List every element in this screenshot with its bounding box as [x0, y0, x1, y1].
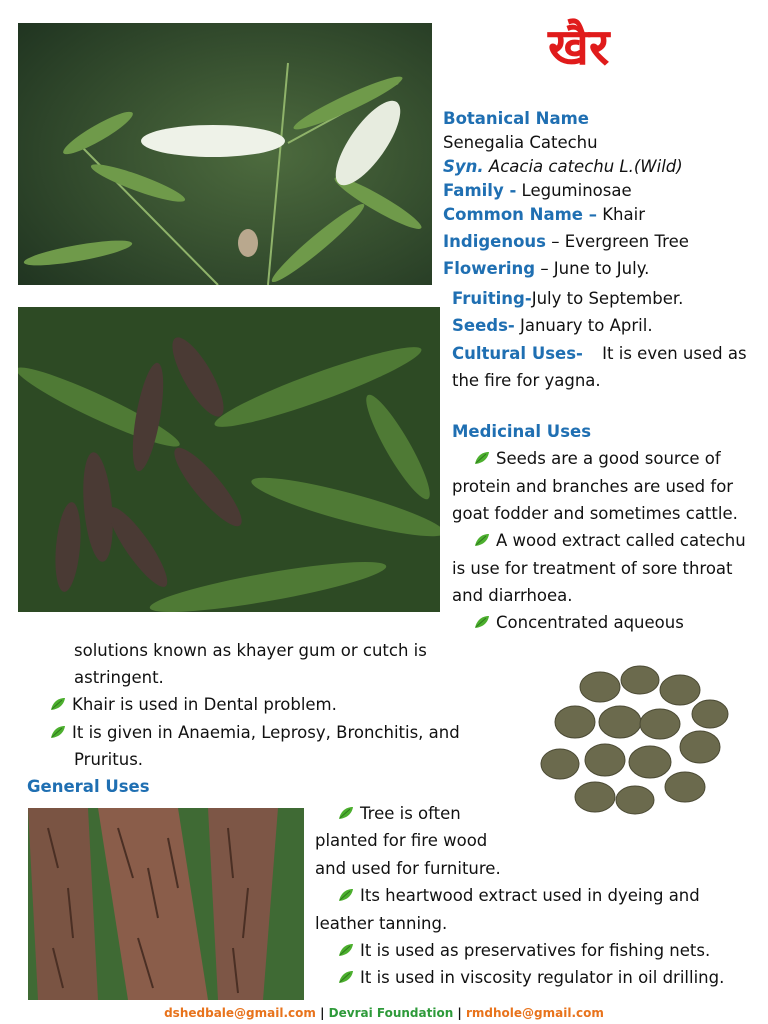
medicinal-bullet-3	[474, 611, 684, 635]
common-name-line	[443, 203, 645, 227]
general-bullet-3	[338, 939, 710, 963]
general-line: leather tanning.	[315, 914, 448, 933]
leaf-bullet-icon	[50, 697, 66, 711]
cultural-label: Cultural Uses-	[452, 344, 583, 363]
general-line: It is used as preservatives for fishing nets.	[360, 941, 711, 960]
leaf-bullet-icon	[50, 725, 66, 739]
medicinal-line: Khair is used in Dental problem.	[72, 695, 337, 714]
footer-email-1[interactable]: dshedbale@gmail.com	[164, 1006, 316, 1020]
leaf-bullet-icon	[474, 451, 490, 465]
common-name-value: Khair	[602, 205, 645, 224]
synonym-label: Syn.	[443, 157, 484, 176]
fruiting-value: July to September.	[531, 289, 684, 308]
medicinal-line: Seeds are a good source of	[496, 449, 721, 468]
medicinal-bullet-1	[474, 447, 721, 471]
medicinal-bullet-5	[50, 721, 460, 745]
medicinal-line: A wood extract called catechu	[496, 531, 746, 550]
medicinal-line: Pruritus.	[74, 750, 144, 769]
medicinal-line: Concentrated aqueous	[496, 613, 684, 632]
cultural-value-1: It is even used as	[602, 344, 747, 363]
cultural-line	[452, 342, 747, 366]
footer-email-2[interactable]: rmdhole@gmail.com	[466, 1006, 604, 1020]
botanical-name-value: Senegalia Catechu	[443, 133, 598, 152]
leaf-bullet-icon	[474, 533, 490, 547]
leaf-bullet-icon	[338, 943, 354, 957]
medicinal-line: astringent.	[74, 668, 164, 687]
family-label: Family -	[443, 181, 517, 200]
medicinal-bullet-2	[474, 529, 746, 553]
medicinal-line: and diarrhoea.	[452, 586, 573, 605]
synonym-line	[443, 155, 683, 179]
medicinal-line: goat fodder and sometimes cattle.	[452, 504, 738, 523]
general-line: and used for furniture.	[315, 859, 501, 878]
medicinal-heading: Medicinal Uses	[452, 422, 592, 441]
leaf-bullet-icon	[474, 615, 490, 629]
fruiting-line	[452, 287, 683, 311]
footer-separator: |	[457, 1006, 462, 1020]
medicinal-line: is use for treatment of sore throat	[452, 559, 733, 578]
medicinal-bullet-4	[50, 693, 337, 717]
general-line: It is used in viscosity regulator in oil drilling.	[360, 968, 725, 987]
general-heading: General Uses	[27, 777, 150, 796]
medicinal-line: solutions known as khayer gum or cutch is	[74, 641, 427, 660]
pods-photo	[18, 307, 440, 612]
leaf-bullet-icon	[338, 970, 354, 984]
indigenous-line	[443, 230, 689, 254]
bark-photo	[28, 808, 304, 1000]
flowering-line	[443, 257, 649, 281]
synonym-value: Acacia catechu L.(Wild)	[488, 157, 683, 176]
general-bullet-2	[338, 884, 700, 908]
family-line	[443, 179, 632, 203]
footer	[0, 1006, 768, 1020]
indigenous-label: Indigenous	[443, 232, 547, 251]
medicinal-line: It is given in Anaemia, Leprosy, Bronchitis, and	[72, 723, 460, 742]
general-line: Its heartwood extract used in dyeing and	[360, 886, 700, 905]
common-name-label: Common Name –	[443, 205, 597, 224]
flower-photo	[18, 23, 432, 285]
seeds-line	[452, 314, 653, 338]
fruiting-label: Fruiting-	[452, 289, 532, 308]
seeds-label: Seeds-	[452, 316, 515, 335]
flowering-value: – June to July.	[540, 259, 650, 278]
general-line: Tree is often	[360, 804, 461, 823]
page-title: खैर	[548, 18, 610, 76]
botanical-name-label: Botanical Name	[443, 109, 589, 128]
seeds-value: January to April.	[520, 316, 653, 335]
medicinal-line: protein and branches are used for	[452, 477, 734, 496]
footer-org: Devrai Foundation	[328, 1006, 454, 1020]
flowering-label: Flowering	[443, 259, 536, 278]
leaf-bullet-icon	[338, 888, 354, 902]
seeds-photo	[520, 652, 752, 824]
indigenous-value: – Evergreen Tree	[551, 232, 689, 251]
general-line: planted for fire wood	[315, 831, 488, 850]
family-value: Leguminosae	[521, 181, 632, 200]
general-bullet-4	[338, 966, 724, 990]
footer-separator: |	[320, 1006, 325, 1020]
general-bullet-1	[338, 802, 461, 826]
cultural-value-2: the fire for yagna.	[452, 371, 601, 390]
leaf-bullet-icon	[338, 806, 354, 820]
